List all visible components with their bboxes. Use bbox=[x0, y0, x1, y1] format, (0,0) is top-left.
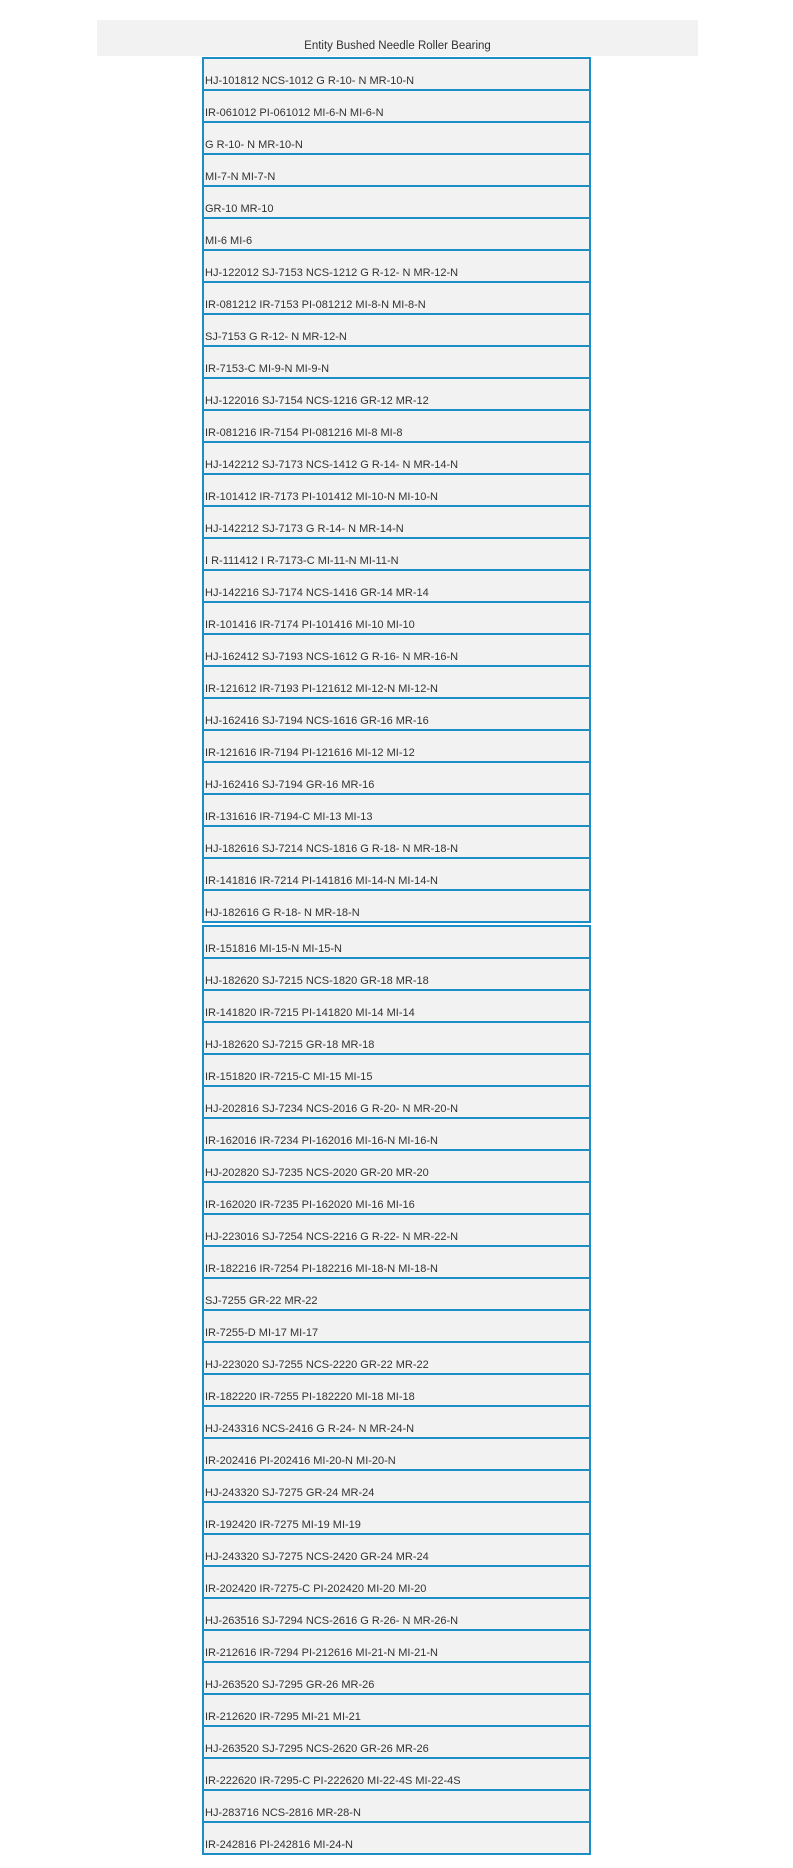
part-numbers: HJ-243320 SJ-7275 NCS-2420 GR-24 MR-24 bbox=[205, 1551, 429, 1563]
part-numbers: HJ-182616 G R-18- N MR-18-N bbox=[205, 907, 360, 919]
table-row bbox=[202, 1181, 591, 1213]
part-numbers: IR-131616 IR-7194-C MI-13 MI-13 bbox=[205, 811, 373, 823]
part-numbers: SJ-7153 G R-12- N MR-12-N bbox=[205, 331, 347, 343]
table-row bbox=[202, 1213, 591, 1245]
table-row bbox=[202, 1693, 591, 1725]
table-row bbox=[202, 1821, 591, 1855]
part-numbers: HJ-101812 NCS-1012 G R-10- N MR-10-N bbox=[205, 75, 415, 87]
part-numbers: HJ-202816 SJ-7234 NCS-2016 G R-20- N MR-20-N bbox=[205, 1103, 459, 1115]
part-numbers: HJ-202820 SJ-7235 NCS-2020 GR-20 MR-20 bbox=[205, 1167, 429, 1179]
bearing-table-1 bbox=[202, 57, 591, 923]
part-numbers: HJ-142216 SJ-7174 NCS-1416 GR-14 MR-14 bbox=[205, 587, 429, 599]
table-row bbox=[202, 505, 591, 537]
bearing-table-2 bbox=[202, 925, 591, 1855]
table-row bbox=[202, 121, 591, 153]
part-numbers: HJ-182620 SJ-7215 GR-18 MR-18 bbox=[205, 1039, 375, 1051]
table-row bbox=[202, 1565, 591, 1597]
part-numbers: IR-151820 IR-7215-C MI-15 MI-15 bbox=[205, 1071, 373, 1083]
table-row bbox=[202, 409, 591, 441]
table-row bbox=[202, 1789, 591, 1821]
table-row bbox=[202, 1629, 591, 1661]
table-row bbox=[202, 1149, 591, 1181]
part-numbers: IR-182220 IR-7255 PI-182220 MI-18 MI-18 bbox=[205, 1391, 415, 1403]
table-row bbox=[202, 697, 591, 729]
table-row bbox=[202, 1053, 591, 1085]
part-numbers: IR-242816 PI-242816 MI-24-N bbox=[205, 1839, 353, 1851]
part-numbers: IR-151816 MI-15-N MI-15-N bbox=[205, 943, 342, 955]
part-numbers: HJ-182620 SJ-7215 NCS-1820 GR-18 MR-18 bbox=[205, 975, 429, 987]
table-row bbox=[202, 989, 591, 1021]
table-row bbox=[202, 377, 591, 409]
part-numbers: IR-202416 PI-202416 MI-20-N MI-20-N bbox=[205, 1455, 396, 1467]
table-row bbox=[202, 185, 591, 217]
part-numbers: I R-111412 I R-7173-C MI-11-N MI-11-N bbox=[205, 555, 399, 567]
table-row bbox=[202, 345, 591, 377]
table-row bbox=[202, 1373, 591, 1405]
part-numbers: HJ-263520 SJ-7295 GR-26 MR-26 bbox=[205, 1679, 375, 1691]
part-numbers: IR-192420 IR-7275 MI-19 MI-19 bbox=[205, 1519, 361, 1531]
table-row bbox=[202, 441, 591, 473]
table-row bbox=[202, 857, 591, 889]
table-row bbox=[202, 57, 591, 89]
part-numbers: MI-7-N MI-7-N bbox=[205, 171, 276, 183]
part-numbers: MI-6 MI-6 bbox=[205, 235, 253, 247]
table-row bbox=[202, 729, 591, 761]
table-row bbox=[202, 1597, 591, 1629]
part-numbers: HJ-142212 SJ-7173 G R-14- N MR-14-N bbox=[205, 523, 404, 535]
page-title: Entity Bushed Needle Roller Bearing bbox=[304, 40, 491, 52]
table-row bbox=[202, 313, 591, 345]
table-row bbox=[202, 1277, 591, 1309]
table-row bbox=[202, 889, 591, 923]
table-row bbox=[202, 89, 591, 121]
table-row bbox=[202, 1757, 591, 1789]
table-row bbox=[202, 1469, 591, 1501]
part-numbers: HJ-243320 SJ-7275 GR-24 MR-24 bbox=[205, 1487, 375, 1499]
part-numbers: HJ-122016 SJ-7154 NCS-1216 GR-12 MR-12 bbox=[205, 395, 429, 407]
table-row bbox=[202, 1021, 591, 1053]
table-row bbox=[202, 217, 591, 249]
table-row bbox=[202, 925, 591, 957]
part-numbers: HJ-223016 SJ-7254 NCS-2216 G R-22- N MR-22-N bbox=[205, 1231, 459, 1243]
part-numbers: IR-202420 IR-7275-C PI-202420 MI-20 MI-20 bbox=[205, 1583, 427, 1595]
part-numbers: HJ-263516 SJ-7294 NCS-2616 G R-26- N MR-26-N bbox=[205, 1615, 459, 1627]
table-row bbox=[202, 1501, 591, 1533]
part-numbers: GR-10 MR-10 bbox=[205, 203, 274, 215]
part-numbers: HJ-243316 NCS-2416 G R-24- N MR-24-N bbox=[205, 1423, 415, 1435]
part-numbers: IR-141816 IR-7214 PI-141816 MI-14-N MI-14-N bbox=[205, 875, 438, 887]
part-numbers: IR-7255-D MI-17 MI-17 bbox=[205, 1327, 319, 1339]
table-row bbox=[202, 281, 591, 313]
part-numbers: IR-061012 PI-061012 MI-6-N MI-6-N bbox=[205, 107, 384, 119]
table-row bbox=[202, 249, 591, 281]
table-row bbox=[202, 633, 591, 665]
table-row bbox=[202, 1245, 591, 1277]
part-numbers: IR-141820 IR-7215 PI-141820 MI-14 MI-14 bbox=[205, 1007, 415, 1019]
part-numbers: IR-212616 IR-7294 PI-212616 MI-21-N MI-21-N bbox=[205, 1647, 438, 1659]
part-numbers: HJ-162412 SJ-7193 NCS-1612 G R-16- N MR-16-N bbox=[205, 651, 459, 663]
part-numbers: IR-101416 IR-7174 PI-101416 MI-10 MI-10 bbox=[205, 619, 415, 631]
part-numbers: HJ-162416 SJ-7194 NCS-1616 GR-16 MR-16 bbox=[205, 715, 429, 727]
part-numbers: IR-7153-C MI-9-N MI-9-N bbox=[205, 363, 330, 375]
part-numbers: HJ-283716 NCS-2816 MR-28-N bbox=[205, 1807, 361, 1819]
table-row bbox=[202, 1405, 591, 1437]
part-numbers: HJ-122012 SJ-7153 NCS-1212 G R-12- N MR-12-N bbox=[205, 267, 459, 279]
table-row bbox=[202, 1661, 591, 1693]
table-row bbox=[202, 1725, 591, 1757]
part-numbers: IR-222620 IR-7295-C PI-222620 MI-22-4S MI-22-4S bbox=[205, 1775, 461, 1787]
part-numbers: IR-121612 IR-7193 PI-121612 MI-12-N MI-12-N bbox=[205, 683, 438, 695]
table-row bbox=[202, 957, 591, 989]
table-row bbox=[202, 537, 591, 569]
part-numbers: HJ-223020 SJ-7255 NCS-2220 GR-22 MR-22 bbox=[205, 1359, 429, 1371]
part-numbers: HJ-142212 SJ-7173 NCS-1412 G R-14- N MR-14-N bbox=[205, 459, 459, 471]
table-row bbox=[202, 1341, 591, 1373]
part-numbers: IR-101412 IR-7173 PI-101412 MI-10-N MI-10-N bbox=[205, 491, 438, 503]
part-numbers: G R-10- N MR-10-N bbox=[205, 139, 303, 151]
part-numbers: SJ-7255 GR-22 MR-22 bbox=[205, 1295, 318, 1307]
table-row bbox=[202, 1085, 591, 1117]
table-row bbox=[202, 1533, 591, 1565]
part-numbers: IR-162020 IR-7235 PI-162020 MI-16 MI-16 bbox=[205, 1199, 415, 1211]
part-numbers: IR-162016 IR-7234 PI-162016 MI-16-N MI-16-N bbox=[205, 1135, 438, 1147]
table-row bbox=[202, 1117, 591, 1149]
part-numbers: IR-182216 IR-7254 PI-182216 MI-18-N MI-18-N bbox=[205, 1263, 438, 1275]
table-row bbox=[202, 153, 591, 185]
table-row bbox=[202, 665, 591, 697]
part-numbers: HJ-182616 SJ-7214 NCS-1816 G R-18- N MR-18-N bbox=[205, 843, 459, 855]
table-row bbox=[202, 569, 591, 601]
table-row bbox=[202, 473, 591, 505]
part-numbers: IR-212620 IR-7295 MI-21 MI-21 bbox=[205, 1711, 361, 1723]
part-numbers: HJ-162416 SJ-7194 GR-16 MR-16 bbox=[205, 779, 375, 791]
part-numbers: IR-081212 IR-7153 PI-081212 MI-8-N MI-8-N bbox=[205, 299, 426, 311]
part-numbers: IR-121616 IR-7194 PI-121616 MI-12 MI-12 bbox=[205, 747, 415, 759]
part-numbers: IR-081216 IR-7154 PI-081216 MI-8 MI-8 bbox=[205, 427, 403, 439]
table-row bbox=[202, 825, 591, 857]
table-row bbox=[202, 1309, 591, 1341]
part-numbers: HJ-263520 SJ-7295 NCS-2620 GR-26 MR-26 bbox=[205, 1743, 429, 1755]
table-row bbox=[202, 793, 591, 825]
table-row bbox=[202, 601, 591, 633]
table-row bbox=[202, 761, 591, 793]
table-row bbox=[202, 1437, 591, 1469]
